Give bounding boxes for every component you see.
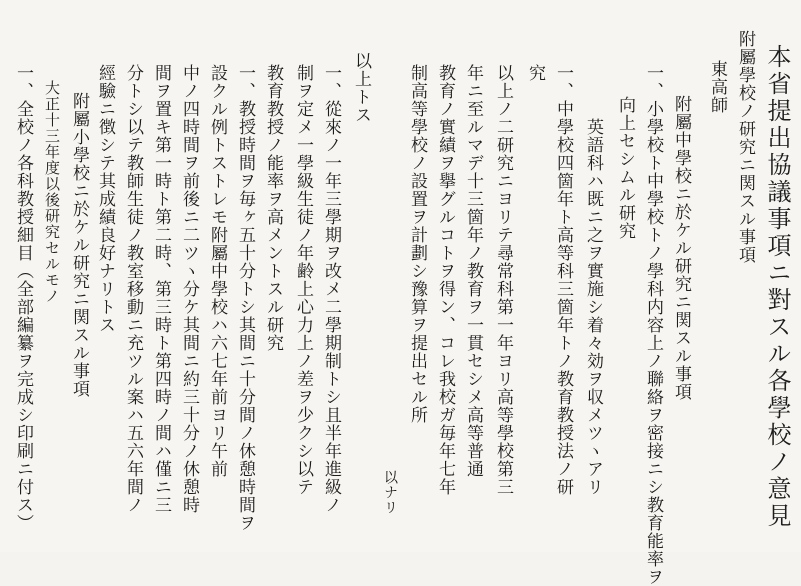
- document-line: 一、教授時間ヲ毎ヶ五十分トシ其間ニ十分間ノ休憩時間ヲ: [235, 64, 255, 532]
- document-line: 經驗ニ徴シテ其成績良好ナリトス: [95, 64, 115, 334]
- school-name: 東高師: [707, 60, 727, 114]
- document-line: 以上トス: [351, 52, 371, 124]
- document-line: 教育教授ノ能率ヲ高メントスル研究: [263, 64, 283, 352]
- document-line: 英語科ハ既ニ之ヲ實施シ着々効ヲ収メツヽアリ: [583, 118, 603, 496]
- document-line: 究: [525, 64, 545, 82]
- subsection-heading: 附屬中學校ニ於ケル研究ニ関スル事項: [671, 95, 691, 401]
- document-line: 間ヲ置キ第一時ト第二時、第三時ト第四時ノ間ハ僅ニ三: [151, 64, 171, 514]
- document-line: 以ナリ: [382, 470, 398, 515]
- document-line: 大正十三年度以後研究セルモノ: [43, 80, 61, 304]
- document-line: 一、全校ノ各科教授細目（全部編纂ヲ完成シ印刷ニ付ス）: [13, 64, 33, 532]
- section-heading: 附屬學校ノ研究ニ関スル事項: [735, 30, 755, 264]
- document-line: 附屬小學校ニ於ケル研究ニ関スル事項: [69, 92, 89, 398]
- document-line: 分トシ以テ教師生徒ノ教室移動ニ充ツル案ハ五六年間ノ: [123, 64, 143, 514]
- document-line: 一、從來ノ一年三學期ヲ改メ二學期制トシ且半年進級ノ: [321, 64, 341, 514]
- document-line: 制高等學校ノ設置ヲ計劃シ豫算ヲ提出セル所: [407, 64, 427, 424]
- document-line: 年ニ至ルマデ十三箇年ノ教育ヲ一貫セシメ高等普通: [463, 64, 483, 478]
- document-line: 中ノ四時間ヲ前後ニ二ツヽ分ケ其間ニ約三十分ノ休憩時: [179, 64, 199, 514]
- document-line: 以上ノ二研究ニヨリテ尋常科第一年ヨリ高等學校第三: [493, 64, 513, 496]
- document-line: 向上セシムル研究: [615, 96, 635, 240]
- document-line: 設クル例トストレモ附屬中學校ハ六七年前ヨリ午前: [207, 64, 227, 478]
- document-title: 本省提出協議事項ニ對スル各學校ノ意見: [763, 44, 791, 530]
- document-line: 一、中學校四箇年ト高等科三箇年トノ教育教授法ノ研: [553, 64, 573, 496]
- document-line: 一、小學校ト中學校トノ學科内容上ノ聯絡ヲ密接ニシ教育能率ヲ: [643, 64, 663, 586]
- document-line: 制ヲ定メ一學級生徒ノ年齢上心力上ノ差ヲ少クシ以テ: [293, 64, 313, 496]
- document-line: 教育ノ實績ヲ擧グルコトヲ得ン、コレ我校ガ毎年七年: [435, 64, 455, 496]
